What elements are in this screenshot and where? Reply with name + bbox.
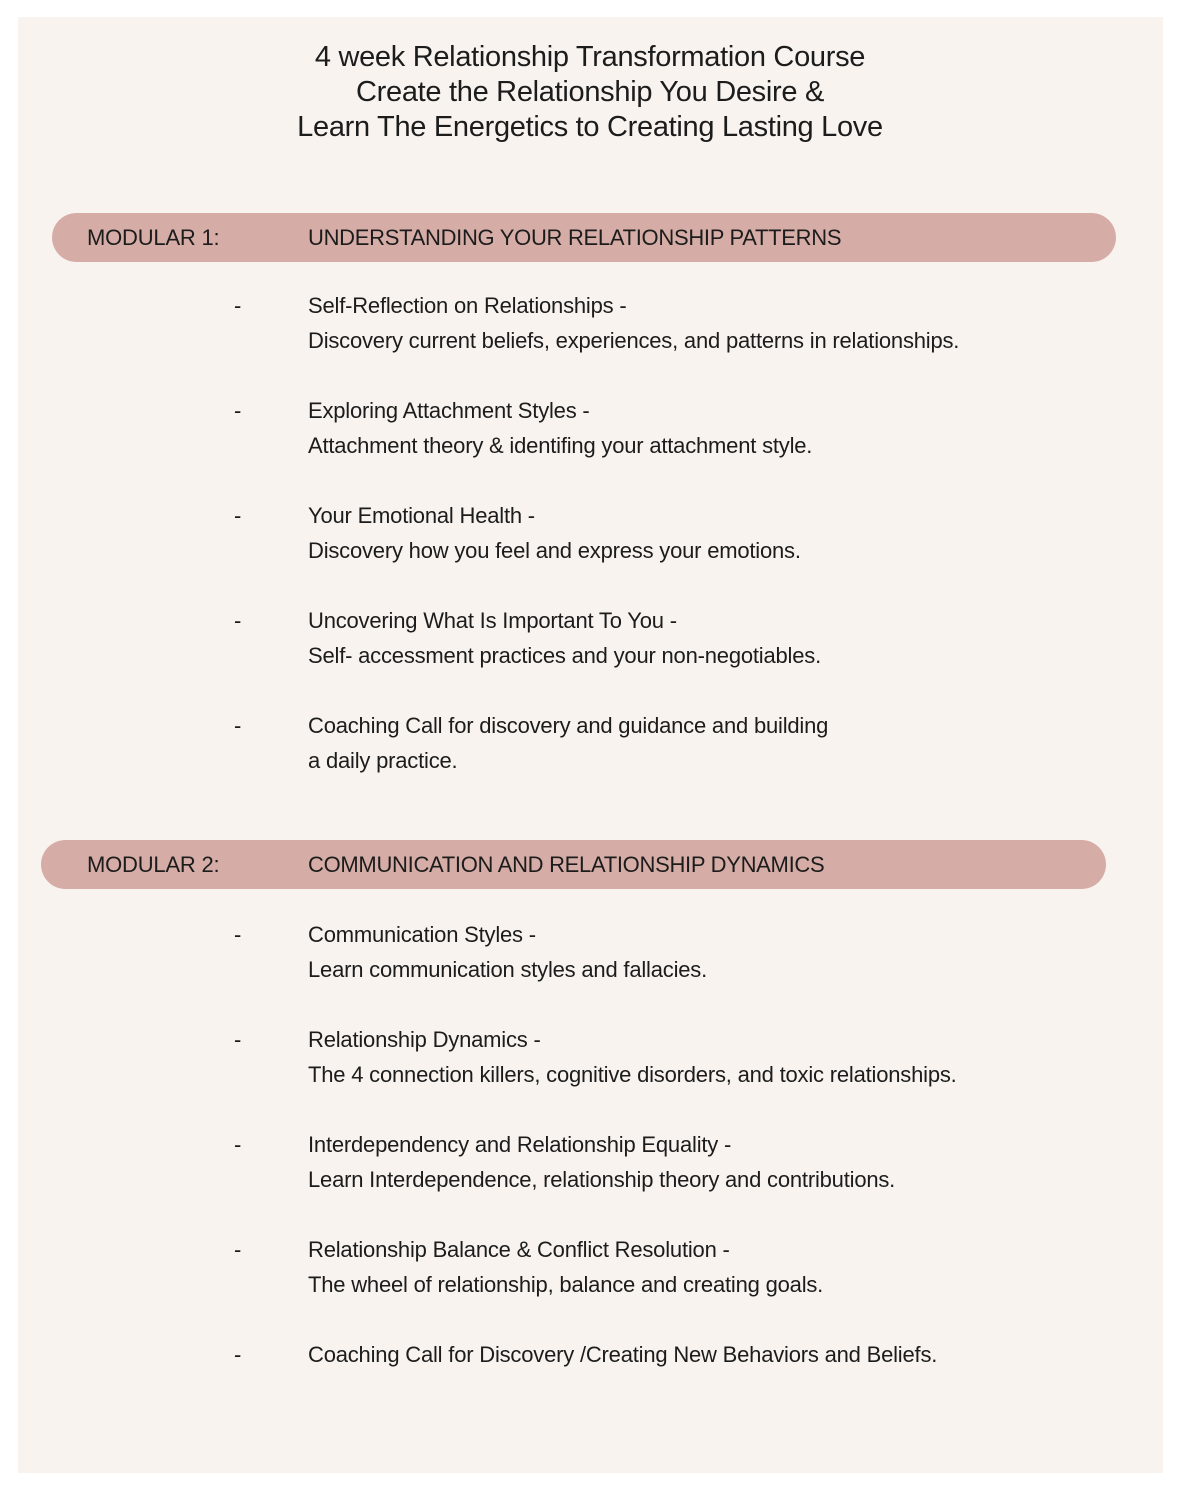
bullet-dash: - <box>234 1027 242 1052</box>
item-heading: Self-Reflection on Relationships - <box>308 293 627 318</box>
bullet-dash: - <box>234 713 242 738</box>
item-heading: Coaching Call for Discovery /Creating New Behaviors and Beliefs. <box>308 1342 938 1367</box>
item-heading: Communication Styles - <box>308 922 536 947</box>
bullet-dash: - <box>234 398 242 423</box>
item-description: Attachment theory & identifing your attachment style. <box>308 433 813 458</box>
item-description: a daily practice. <box>308 748 458 773</box>
module-2-label: MODULAR 2: <box>87 852 220 877</box>
page-title <box>0 40 1180 145</box>
item-description: Self- accessment practices and your non-negotiables. <box>308 643 821 668</box>
bullet-dash: - <box>234 922 242 947</box>
item-heading: Relationship Balance & Conflict Resolution - <box>308 1237 730 1262</box>
module-1-label: MODULAR 1: <box>87 225 220 250</box>
item-description: Discovery how you feel and express your emotions. <box>308 538 801 563</box>
item-heading: Relationship Dynamics - <box>308 1027 541 1052</box>
item-description: Discovery current beliefs, experiences, and patterns in relationships. <box>308 328 960 353</box>
item-heading: Coaching Call for discovery and guidance and building <box>308 713 829 738</box>
item-description: The wheel of relationship, balance and creating goals. <box>308 1272 824 1297</box>
module-2-title: COMMUNICATION AND RELATIONSHIP DYNAMICS <box>308 852 825 877</box>
bullet-dash: - <box>234 503 242 528</box>
item-heading: Interdependency and Relationship Equality - <box>308 1132 732 1157</box>
bullet-dash: - <box>234 1132 242 1157</box>
bullet-dash: - <box>234 1342 242 1367</box>
item-heading: Uncovering What Is Important To You - <box>308 608 677 633</box>
item-heading: Exploring Attachment Styles - <box>308 398 590 423</box>
module-1-title: UNDERSTANDING YOUR RELATIONSHIP PATTERNS <box>308 225 842 250</box>
item-description: The 4 connection killers, cognitive disorders, and toxic relationships. <box>308 1062 957 1087</box>
item-description: Learn Interdependence, relationship theory and contributions. <box>308 1167 896 1192</box>
title-line-1: 4 week Relationship Transformation Course <box>314 41 866 73</box>
bullet-dash: - <box>234 1237 242 1262</box>
item-heading: Your Emotional Health - <box>308 503 535 528</box>
bullet-dash: - <box>234 293 242 318</box>
bullet-dash: - <box>234 608 242 633</box>
item-description: Learn communication styles and fallacies. <box>308 957 708 982</box>
title-line-3: Learn The Energetics to Creating Lasting Love <box>297 111 883 143</box>
title-line-2: Create the Relationship You Desire & <box>356 76 824 108</box>
